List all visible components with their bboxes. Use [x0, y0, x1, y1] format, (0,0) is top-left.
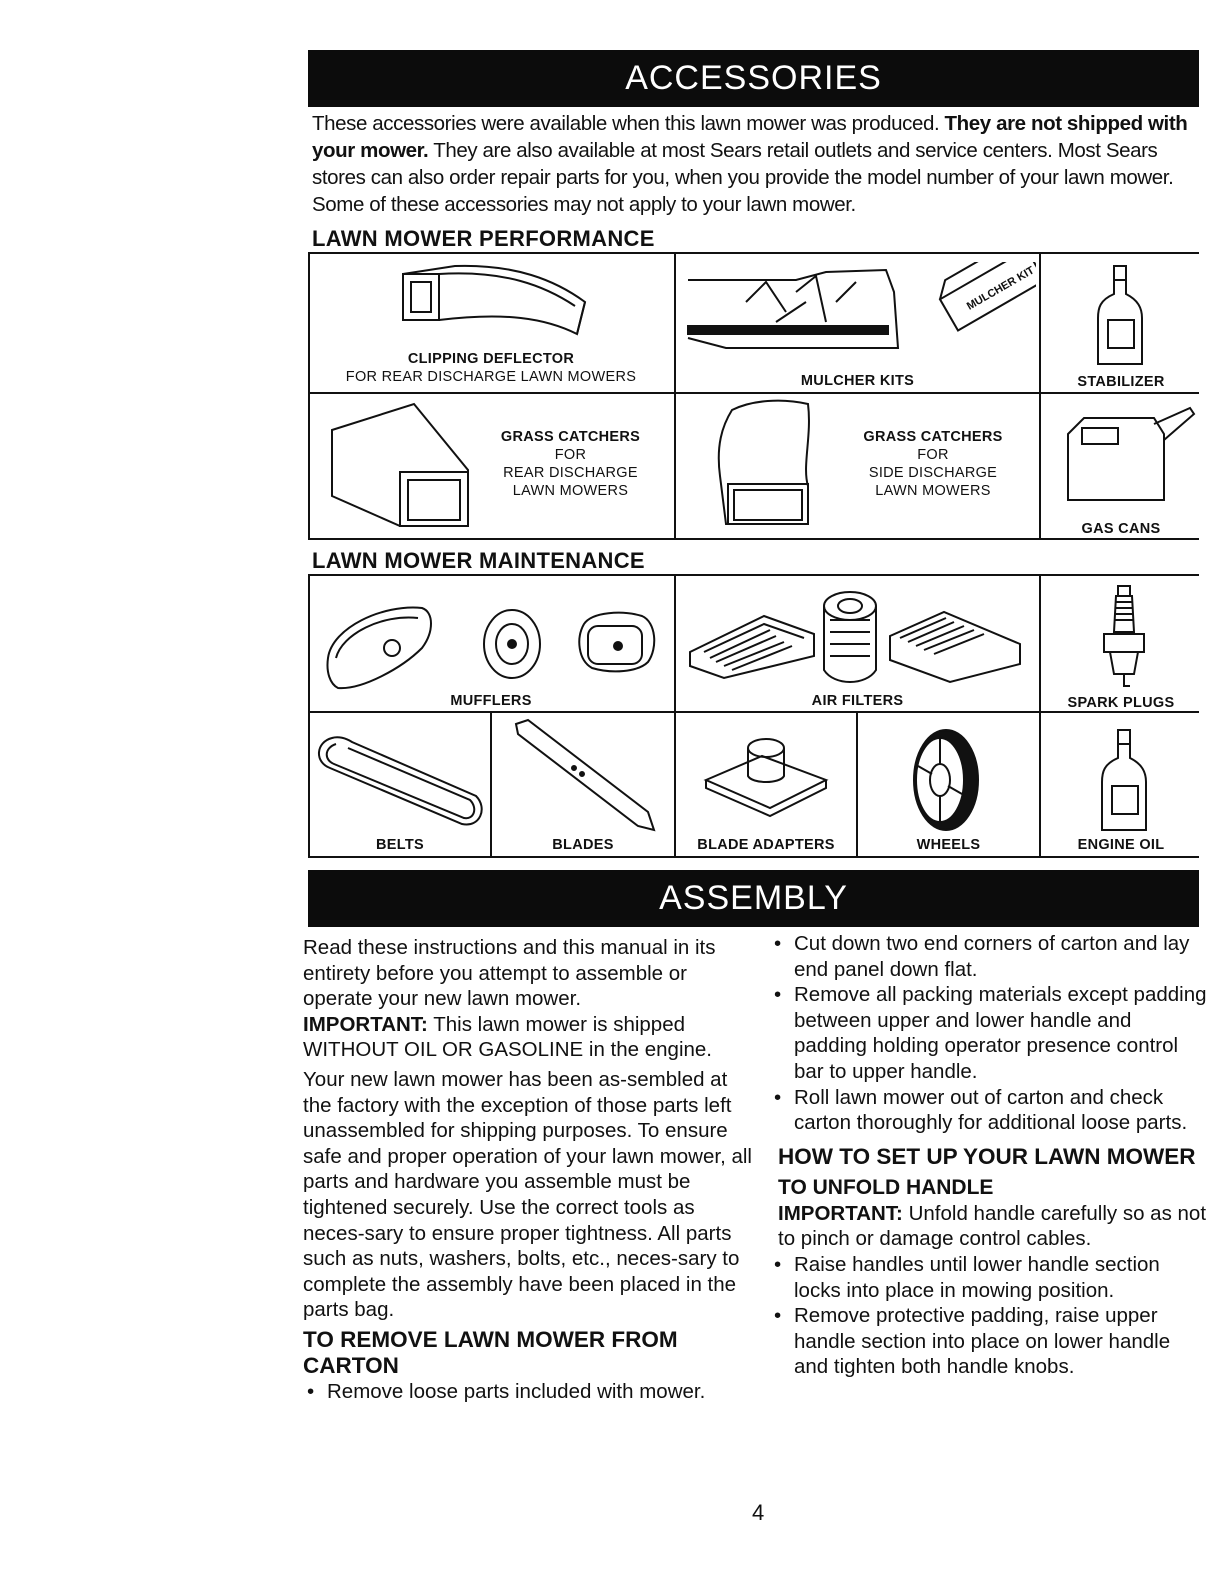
blade-adapters-label: BLADE ADAPTERS — [697, 837, 835, 853]
spark-plug-illustration — [1094, 582, 1154, 694]
gas-cans-label: GAS CANS — [1081, 521, 1161, 537]
clipping-deflector-sub: FOR REAR DISCHARGE LAWN MOWERS — [345, 369, 637, 385]
accessories-intro — [312, 110, 1192, 218]
assembly-right-column — [778, 931, 1208, 1380]
belts-illustration — [312, 728, 488, 828]
list-item: • Remove protective padding, raise upper handle section into place on lower handle and tighten both handle knobs. — [770, 1303, 1208, 1380]
wheel-illustration — [902, 726, 982, 834]
assembly-left-column — [303, 935, 753, 1405]
list-item: • Roll lawn mower out of carton and check carton thoroughly for additional loose parts. — [770, 1085, 1208, 1136]
wheels-label: WHEELS — [916, 837, 981, 853]
assembly-intro: Read these instructions and this manual in its entirety before you attempt to assemble or operate your new lawn mower. — [303, 936, 716, 1011]
blades-label: BLADES — [552, 837, 614, 853]
important-unfold-note: IMPORTANT: Unfold handle carefully so as not to pinch or damage control cables. — [778, 1201, 1207, 1251]
grid-line — [308, 574, 310, 858]
carton-steps-list — [770, 931, 1208, 1136]
grid-line — [674, 252, 676, 540]
list-item: • Remove loose parts included with mower. — [303, 1379, 753, 1405]
grid-line — [1039, 252, 1041, 540]
mufflers-label: MUFFLERS — [450, 693, 532, 709]
grid-line — [308, 252, 310, 540]
page-number: 4 — [752, 1500, 765, 1525]
remove-steps-list — [303, 1379, 753, 1405]
blade-adapter-illustration — [702, 736, 832, 826]
intro-bold: They are not shipped with your mower. — [312, 112, 1188, 162]
important-shipping-note: IMPORTANT: This lawn mower is shipped WITHOUT OIL OR GASOLINE in the engine. — [303, 1012, 712, 1062]
air-filters-label: AIR FILTERS — [811, 693, 904, 709]
intro-text-1: These accessories were available when this lawn mower was produced. — [312, 112, 945, 135]
grid-line — [1039, 574, 1041, 858]
blades-illustration — [508, 716, 660, 832]
assembly-factory-note: Your new lawn mower has been as-sembled at the factory with the exception of those parts left unassembled for shipping purposes. To ensure safe and proper operation of your lawn mower, all parts and hardware you assemble must be tightened securely. Use the correct tools as neces-sary to ensure proper tightness. All parts such as nuts, washers, bolts, etc., neces-sary to complete the assembly have been placed in the parts bag. — [303, 1067, 752, 1322]
grid-line — [308, 392, 1199, 394]
intro-text-2: They are also available at most Sears retail outlets and service centers. Most Sears stores can also order repair parts for you, when you provide the model number of your lawn mower. Some of these accessories may not apply to your lawn mower. — [312, 139, 1174, 216]
gas-can-illustration — [1064, 404, 1198, 508]
mulcher-kit-illustration — [686, 262, 1036, 362]
unfold-steps-list — [770, 1252, 1208, 1380]
stabilizer-label: STABILIZER — [1077, 374, 1165, 390]
clipping-deflector-label: CLIPPING DEFLECTOR FOR REAR DISCHARGE LAWN MOWERS — [345, 351, 637, 385]
grid-line — [308, 252, 1199, 254]
setup-heading: HOW TO SET UP YOUR LAWN MOWER — [778, 1143, 1196, 1169]
grid-line — [308, 856, 1199, 858]
mufflers-illustration — [322, 598, 662, 698]
assembly-title: ASSEMBLY — [659, 879, 848, 917]
engine-oil-bottle-illustration — [1094, 726, 1154, 836]
stabilizer-bottle-illustration — [1090, 262, 1150, 370]
grid-line — [308, 538, 1199, 540]
list-item: • Remove all packing materials except padding between upper and lower handle and padding holding operator presence control bar to upper handle. — [770, 982, 1208, 1084]
rear-grass-catcher-illustration — [328, 400, 478, 530]
list-item: • Raise handles until lower handle section locks into place in mowing position. — [770, 1252, 1208, 1303]
rear-grass-catcher-label: GRASS CATCHERS FOR REAR DISCHARGE LAWN MOWERS — [500, 429, 641, 499]
list-item: • Cut down two end corners of carton and lay end panel down flat. — [770, 931, 1208, 982]
performance-heading: LAWN MOWER PERFORMANCE — [312, 226, 655, 251]
mulcher-box-text: MULCHER KIT — [964, 264, 1036, 313]
side-grass-catcher-illustration — [712, 396, 822, 530]
spark-plugs-label: SPARK PLUGS — [1067, 695, 1175, 711]
grid-line — [308, 574, 1199, 576]
accessories-banner — [308, 50, 1199, 107]
engine-oil-label: ENGINE OIL — [1077, 837, 1165, 853]
maintenance-heading: LAWN MOWER MAINTENANCE — [312, 548, 645, 573]
belts-label: BELTS — [376, 837, 424, 853]
accessories-title: ACCESSORIES — [625, 59, 882, 97]
clipping-deflector-illustration — [395, 262, 595, 352]
remove-from-carton-heading: TO REMOVE LAWN MOWER FROM CARTON — [303, 1326, 678, 1378]
grid-line — [674, 574, 676, 858]
side-grass-catcher-label: GRASS CATCHERS FOR SIDE DISCHARGE LAWN MOWERS — [863, 429, 1003, 499]
mulcher-kits-label: MULCHER KITS — [800, 373, 915, 389]
air-filters-illustration — [684, 586, 1030, 690]
unfold-handle-heading: TO UNFOLD HANDLE — [778, 1175, 994, 1199]
assembly-banner — [308, 870, 1199, 927]
